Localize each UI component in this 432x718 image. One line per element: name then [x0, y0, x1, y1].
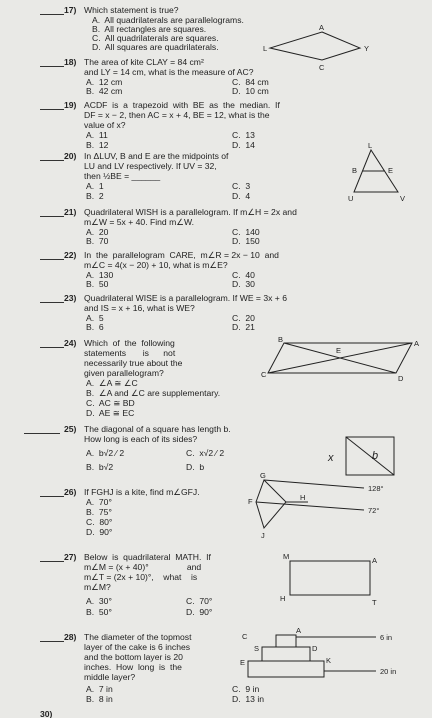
choice-b[interactable]: B. 42 cm [86, 86, 123, 96]
answer-blank-26[interactable] [40, 496, 64, 497]
answer-blank-24[interactable] [40, 347, 64, 348]
vertex-label: S [254, 644, 260, 653]
choice-b[interactable]: B. 75° [86, 507, 112, 517]
question-line: m∠C = 4(x − 20) + 10, what is m∠E? [84, 260, 228, 270]
vertex-label: L [368, 141, 373, 150]
question-line: DF = x − 2, then AC = x + 4, BE = 12, what is the [84, 110, 270, 120]
choice-c[interactable]: C. 40 [232, 270, 255, 280]
question-line: If FGHJ is a kite, find m∠GFJ. [84, 487, 200, 497]
question-line: The area of kite CLAY = 84 cm² [84, 57, 204, 67]
question-line: Which of the following [84, 338, 175, 348]
question-line: In the parallelogram CARE, m∠R = 2x − 10 and [84, 250, 279, 260]
choice-d[interactable]: D. b [186, 462, 205, 472]
parallelogram-diagram [261, 335, 420, 387]
choice-a[interactable]: A. 7 in [86, 684, 113, 694]
question-line: and LY = 14 cm, what is the measure of AC? [84, 67, 254, 77]
vertex-label: B [352, 166, 358, 175]
question-line: In ΔLUV, B and E are the midpoints of [84, 151, 229, 161]
choice-b[interactable]: B. All rectangles are squares. [92, 24, 207, 34]
vertex-label: A [414, 339, 420, 348]
question-line: m∠M? [84, 582, 111, 592]
choice-c[interactable]: C. 20 [232, 313, 255, 323]
cake-diagram [236, 626, 426, 683]
measure-label: 6 in [380, 633, 393, 642]
question-number: 19) [64, 100, 77, 110]
choice-a[interactable]: A. 12 cm [86, 77, 123, 87]
choice-a[interactable]: A. 11 [86, 130, 108, 140]
choice-b[interactable]: B. 2 [86, 191, 104, 201]
choice-a[interactable]: A. 20 [86, 227, 109, 237]
angle-label: 72° [368, 506, 380, 515]
choice-a[interactable]: A. 30° [86, 596, 112, 606]
vertex-label: V [400, 194, 406, 203]
question-number: 25) [64, 424, 77, 434]
vertex-label: H [280, 594, 286, 603]
vertex-label: A [319, 23, 325, 32]
question-line: LU and LV respectively. If UV = 32, [84, 161, 217, 171]
vertex-label: B [278, 335, 284, 344]
question-number: 26) [64, 487, 77, 497]
question-line: m∠M = (x + 40)° and [84, 562, 202, 572]
vertex-label: K [326, 656, 332, 665]
vertex-label: D [312, 644, 318, 653]
vertex-label: F [248, 497, 253, 506]
measure-label: 20 in [380, 667, 397, 676]
question-number: 17) [64, 5, 77, 15]
answer-blank-23[interactable] [40, 302, 64, 303]
question-line: The diameter of the topmost [84, 632, 192, 642]
vertex-label: G [260, 471, 266, 480]
vertex-label: J [261, 531, 265, 540]
choice-b[interactable]: B. 50 [86, 279, 109, 289]
choice-b[interactable]: B. ∠A and ∠C are supplementary. [86, 388, 221, 398]
vertex-label: A [296, 626, 302, 635]
choice-c[interactable]: C. AC ≅ BD [86, 398, 135, 408]
choice-b[interactable]: B. 8 in [86, 694, 113, 704]
choice-c[interactable]: C. x√2 ⁄ 2 [186, 448, 225, 458]
choice-c[interactable]: C. 84 cm [232, 77, 269, 87]
question-number: 28) [64, 632, 77, 642]
vertex-label: E [240, 658, 246, 667]
question-line: then ½BE = ______ [84, 171, 161, 181]
question-line: given parallelogram? [84, 368, 164, 378]
choice-c[interactable]: C. 9 in [232, 684, 260, 694]
vertex-label: T [372, 598, 377, 607]
question-line: Below is quadrilateral MATH. If [84, 552, 211, 562]
choice-c[interactable]: C. 80° [86, 517, 113, 527]
question-number: 30) [40, 709, 53, 718]
choice-a[interactable]: A. ∠A ≅ ∠C [86, 378, 138, 388]
question-line: Quadrilateral WISE is a parallelogram. If WE = 3x + 6 [84, 293, 287, 303]
answer-blank-22[interactable] [40, 259, 64, 260]
answer-blank-20[interactable] [40, 160, 64, 161]
choice-b[interactable]: B. 12 [86, 140, 109, 150]
kite-diagram [248, 471, 428, 542]
question-line: m∠W = 5x + 40. Find m∠W. [84, 217, 194, 227]
quadrilateral-diagram [280, 552, 392, 607]
question-number: 22) [64, 250, 77, 260]
answer-blank-17[interactable] [40, 14, 64, 15]
vertex-label: L [263, 44, 268, 53]
choice-b[interactable]: B. 6 [86, 322, 104, 332]
vertex-label: Y [364, 44, 370, 53]
question-line: necessarily true about the [84, 358, 183, 368]
answer-blank-19[interactable] [40, 109, 64, 110]
question-line: How long is each of its sides? [84, 434, 198, 444]
choice-d[interactable]: D. 13 in [232, 694, 265, 704]
question-stem: Which statement is true? [84, 5, 179, 15]
choice-b[interactable]: B. b√2 [86, 462, 114, 472]
kite-diagram [262, 23, 382, 72]
choice-a[interactable]: A. 5 [86, 313, 104, 323]
choice-a[interactable]: A. 130 [86, 270, 114, 280]
choice-a[interactable]: A. 1 [86, 181, 104, 191]
choice-c[interactable]: C. All quadrilaterals are squares. [92, 33, 219, 43]
diagonal-label: b [372, 450, 379, 462]
question-line: ACDF is a trapezoid with BE as the median. If [84, 100, 280, 110]
vertex-label: E [336, 346, 342, 355]
choice-d[interactable]: D. 90° [86, 527, 113, 537]
choice-a[interactable]: A. All quadrilaterals are parallelograms. [92, 15, 244, 25]
vertex-label: D [398, 374, 404, 383]
vertex-label: M [283, 552, 290, 561]
choice-c[interactable]: C. 140 [232, 227, 260, 237]
choice-d[interactable]: D. 4 [232, 191, 251, 201]
question-line: and IS = x + 16, what is WE? [84, 303, 195, 313]
choice-d[interactable]: D. 150 [232, 236, 260, 246]
choice-a[interactable]: A. 70° [86, 497, 112, 507]
question-line: Quadrilateral WISH is a parallelogram. If m∠H = 2x and [84, 207, 297, 217]
question-line: statements is not [84, 348, 176, 358]
choice-a[interactable]: A. b√2 ⁄ 2 [86, 448, 125, 458]
choice-d[interactable]: D. AE ≅ EC [86, 408, 135, 418]
choice-d[interactable]: D. 90° [186, 607, 213, 617]
question-line: m∠T = (2x + 10)°, what is [84, 572, 198, 582]
answer-blank-25[interactable] [24, 433, 60, 434]
choice-c[interactable]: C. 70° [186, 596, 213, 606]
choice-b[interactable]: B. 70 [86, 236, 109, 246]
vertex-label: C [319, 63, 325, 72]
vertex-label: C [242, 632, 248, 641]
answer-blank-21[interactable] [40, 216, 64, 217]
question-line: layer of the cake is 6 inches [84, 642, 191, 652]
question-number: 18) [64, 57, 77, 67]
question-line: The diagonal of a square has length b. [84, 424, 231, 434]
question-number: 24) [64, 338, 77, 348]
question-number: 21) [64, 207, 77, 217]
choice-d[interactable]: D. 21 [232, 322, 255, 332]
choice-d[interactable]: D. 10 cm [232, 86, 269, 96]
choice-d[interactable]: D. 30 [232, 279, 255, 289]
vertex-label: E [388, 166, 394, 175]
choice-d[interactable]: D. All squares are quadrilaterals. [92, 42, 219, 52]
choice-d[interactable]: D. 14 [232, 140, 255, 150]
vertex-label: A [372, 556, 378, 565]
question-line: middle layer? [84, 672, 136, 682]
triangle-diagram [348, 141, 418, 203]
vertex-label: C [261, 370, 267, 379]
vertex-label: U [348, 194, 354, 203]
answer-blank-27[interactable] [40, 561, 64, 562]
answer-blank-18[interactable] [40, 66, 64, 67]
answer-blank-28[interactable] [40, 641, 64, 642]
angle-label: 128° [368, 484, 384, 493]
question-number: 23) [64, 293, 77, 303]
vertex-label: H [300, 493, 306, 502]
question-line: inches. How long is the [84, 662, 182, 672]
question-number: 20) [64, 151, 77, 161]
question-line: and the bottom layer is 20 [84, 652, 183, 662]
choice-b[interactable]: B. 50° [86, 607, 112, 617]
question-line: value of x? [84, 120, 126, 130]
question-number: 27) [64, 552, 77, 562]
choice-c[interactable]: C. 3 [232, 181, 251, 191]
side-label: x [328, 452, 334, 464]
choice-c[interactable]: C. 13 [232, 130, 255, 140]
